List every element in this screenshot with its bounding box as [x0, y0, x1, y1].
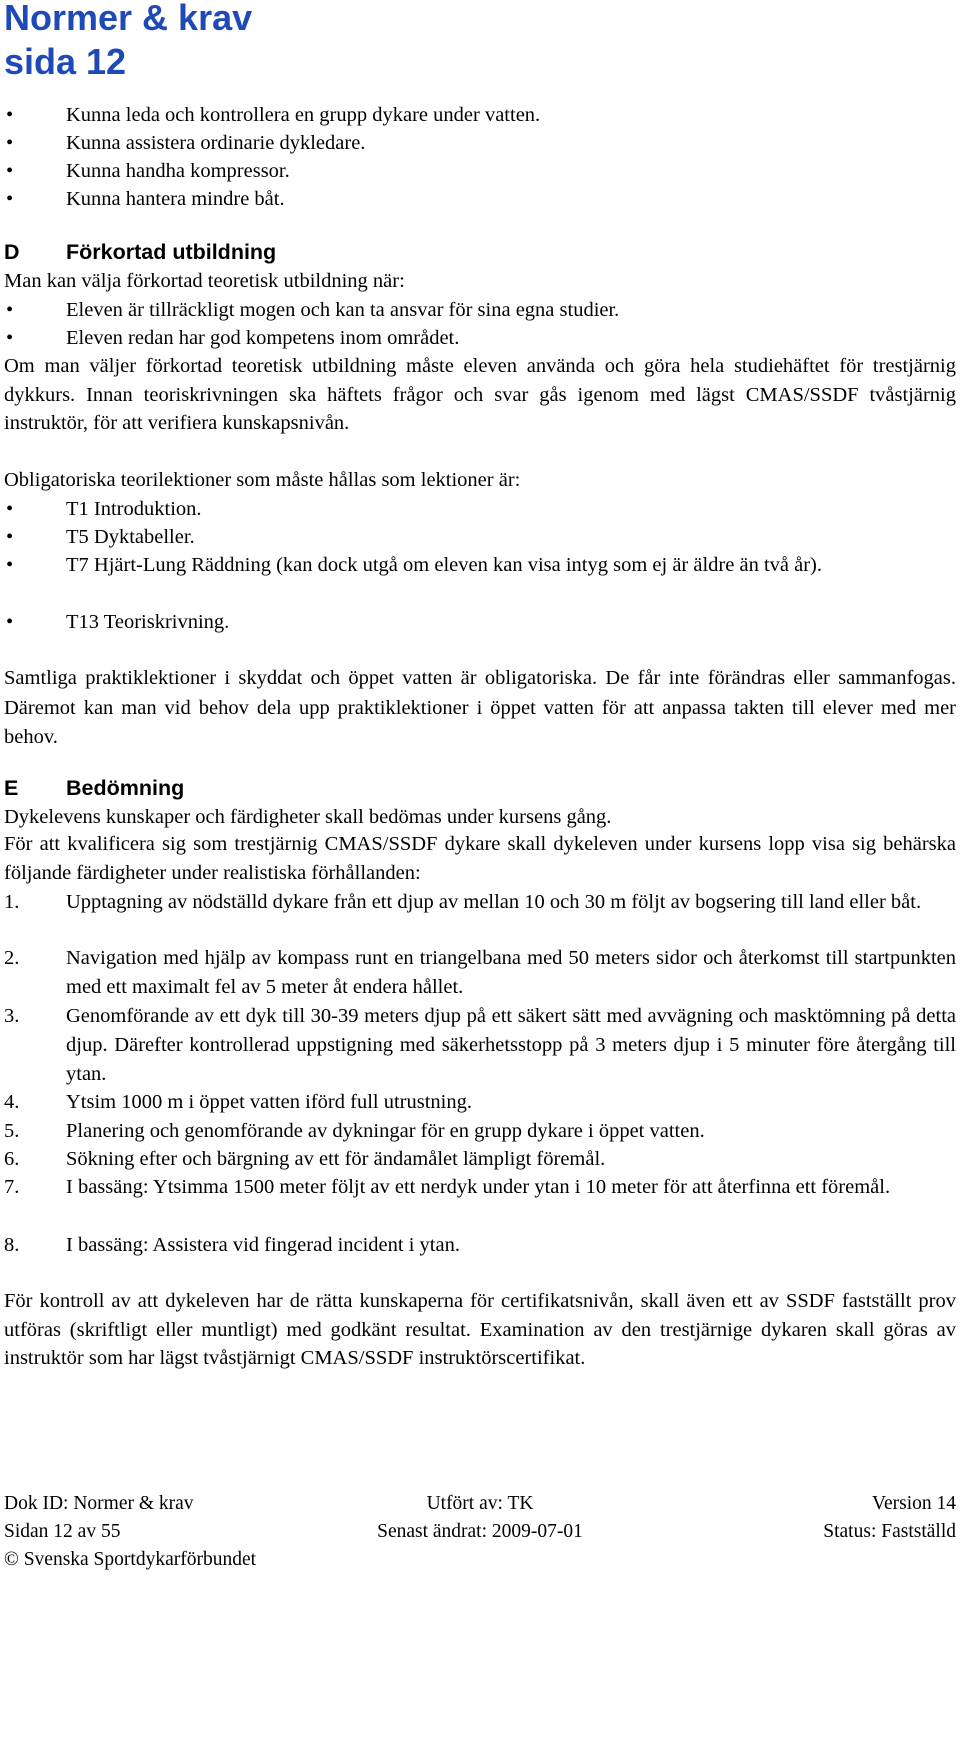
- bullet-marker: •: [6, 327, 14, 349]
- skill-item: [4, 1116, 956, 1147]
- skill-number: 3.: [4, 1005, 20, 1027]
- bullet-item: [4, 156, 956, 187]
- section-d-title: Förkortad utbildning: [66, 240, 277, 264]
- skill-text: I bassäng: Ytsimma 1500 meter följt av ett nerdyk under ytan i 10 meter för att återfinna ett föremål.: [66, 1176, 891, 1198]
- footer-page-number: Sidan 12 av 55: [4, 1521, 121, 1542]
- condition-text: Eleven är tillräckligt mogen och kan ta ansvar för sina egna studier.: [66, 299, 620, 321]
- skill-number: 8.: [4, 1234, 20, 1256]
- skill-text: Upptagning av nödställd dykare från ett djup av mellan 10 och 30 m följt av bogsering till land eller båt.: [66, 891, 922, 913]
- mandatory-lesson-item: [4, 551, 956, 580]
- footer-status: Status: Fastställd: [823, 1521, 956, 1542]
- bullet-item: [4, 128, 956, 159]
- mandatory-lesson-item: [4, 607, 956, 638]
- mandatory-lesson-text: T7 Hjärt-Lung Räddning (kan dock utgå om eleven kan visa intyg som ej är äldre än två år).: [66, 554, 822, 576]
- skill-text: Planering och genomförande av dykningar för en grupp dykare i öppet vatten.: [66, 1120, 705, 1142]
- mandatory-lesson-text: T1 Introduktion.: [66, 498, 202, 520]
- skill-number: 4.: [4, 1091, 20, 1113]
- section-d-letter: D: [4, 240, 20, 264]
- skill-number: 7.: [4, 1176, 20, 1198]
- mandatory-lesson-text: T13 Teoriskrivning.: [66, 611, 230, 633]
- skill-text: Sökning efter och bärgning av ett för ändamålet lämpligt föremål.: [66, 1148, 606, 1170]
- examination-paragraph: För kontroll av att dykeleven har de rätta kunskaperna för certifikatsnivån, skall även ett av SSDF fastställt prov utföras (skriftligt eller muntligt) med godkänt resultat. Examination av den trestjärnige dykaren skall göras av instruktör som har lägst tvåstjärnigt CMAS/SSDF instruktörscertifikat.: [4, 1290, 956, 1369]
- bullet-marker: •: [6, 611, 14, 633]
- page-title: [4, 0, 252, 84]
- skill-number: 5.: [4, 1120, 20, 1142]
- skill-number: 1.: [4, 891, 20, 913]
- mandatory-lesson-text: T5 Dyktabeller.: [66, 526, 195, 548]
- bullet-marker: •: [6, 526, 14, 548]
- skill-item: [4, 1230, 956, 1261]
- practical-lessons-paragraph: Samtliga praktiklektioner i skyddat och öppet vatten är obligatoriska. De får inte förändras eller sammanfogas. Däremot kan man vid behov dela upp praktiklektioner i öppet vatten för att anpassa takten till elever med mer behov.: [4, 667, 956, 748]
- mandatory-lesson-item: [4, 494, 956, 525]
- footer-performed-by: Utfört av: TK: [426, 1493, 534, 1514]
- bullet-marker: •: [6, 188, 14, 210]
- footer-doc-id: Dok ID: Normer & krav: [4, 1493, 194, 1514]
- section-e-title: Bedömning: [66, 776, 185, 800]
- condition-item: [4, 323, 956, 354]
- skill-item: [4, 1002, 956, 1089]
- condition-text: Eleven redan har god kompetens inom området.: [66, 327, 460, 349]
- bullet-marker: •: [6, 132, 14, 154]
- condition-item: [4, 295, 956, 326]
- bullet-text: Kunna hantera mindre båt.: [66, 188, 285, 210]
- skill-number: 2.: [4, 947, 20, 969]
- footer-copyright: © Svenska Sportdykarförbundet: [4, 1549, 257, 1570]
- footer-last-changed: Senast ändrat: 2009-07-01: [377, 1521, 583, 1542]
- bullet-marker: •: [6, 160, 14, 182]
- section-d-intro: Man kan välja förkortad teoretisk utbildning när:: [4, 270, 405, 292]
- skill-text: I bassäng: Assistera vid fingerad incident i ytan.: [66, 1234, 460, 1256]
- skill-text: Ytsim 1000 m i öppet vatten iförd full utrustning.: [66, 1091, 472, 1113]
- section-e-heading: [4, 773, 956, 804]
- shortened-course-paragraph: Om man väljer förkortad teoretisk utbildning måste eleven använda och göra hela studiehäftet för trestjärnig dykkurs. Innan teoriskrivningen ska häftets frågor och svar gås igenom med lägst CMAS/SSDF tvåstjärnig instruktör, för att verifiera kunskapsnivån.: [4, 355, 956, 434]
- bullet-text: Kunna assistera ordinarie dykledare.: [66, 132, 366, 154]
- skill-item: [4, 944, 956, 1002]
- title-line-1: Normer & krav: [4, 0, 253, 38]
- bullet-text: Kunna leda och kontrollera en grupp dykare under vatten.: [66, 104, 541, 126]
- bullet-item: [4, 100, 956, 131]
- footer-version: Version 14: [872, 1493, 956, 1514]
- mandatory-lessons-intro: Obligatoriska teorilektioner som måste hållas som lektioner är:: [4, 469, 521, 491]
- bullet-text: Kunna handha kompressor.: [66, 160, 290, 182]
- title-line-2: sida 12: [4, 41, 127, 82]
- skill-item: [4, 1144, 956, 1175]
- skill-text: Genomförande av ett dyk till 30-39 meters djup på ett säkert sätt med avvägning och masktömning på detta djup. Därefter kontrollerad uppstigning med säkerhetsstopp på 3 meters djup i 5 minuter före återgång till ytan.: [66, 1005, 956, 1085]
- skill-text: Navigation med hjälp av kompass runt en triangelbana med 50 meters sidor och återkomst till startpunkten med ett maximalt fel av 5 meter åt endera hållet.: [66, 947, 956, 998]
- assessment-line-1: Dykelevens kunskaper och färdigheter skall bedömas under kursens gång.: [4, 806, 612, 828]
- skill-number: 6.: [4, 1148, 20, 1170]
- assessment-line-2: För att kvalificera sig som trestjärnig CMAS/SSDF dykare skall dykeleven under kursens lopp visa sig behärska följande färdigheter under realistiska förhållanden:: [4, 833, 956, 884]
- bullet-marker: •: [6, 498, 14, 520]
- section-e-letter: E: [4, 776, 19, 800]
- section-d-heading: [4, 237, 956, 268]
- skill-item: [4, 888, 956, 917]
- skill-item: [4, 1087, 956, 1118]
- bullet-marker: •: [6, 554, 14, 576]
- bullet-marker: •: [6, 299, 14, 321]
- mandatory-lesson-item: [4, 522, 956, 553]
- bullet-item: [4, 184, 956, 215]
- bullet-marker: •: [6, 104, 14, 126]
- skill-item: [4, 1173, 956, 1202]
